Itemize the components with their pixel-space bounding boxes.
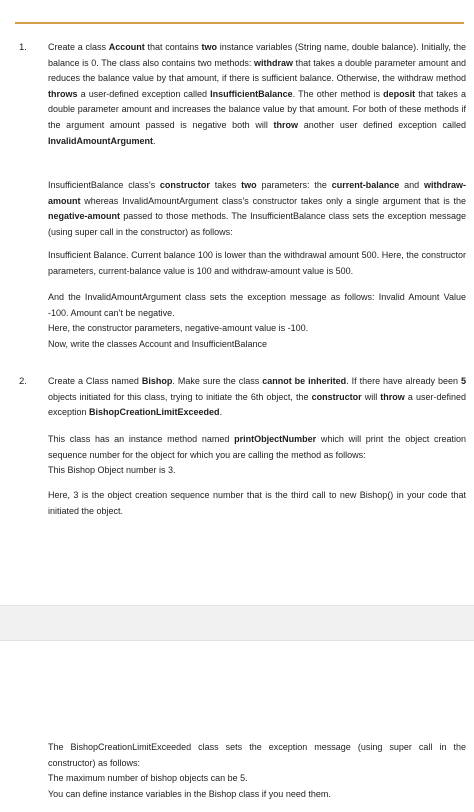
page-break-bottom (0, 640, 474, 641)
question-1-paragraph-3: Insufficient Balance. Current balance 100 is lower than the withdrawal amount 500. Here, the constructor parameters, current-balance value is 100 and withdraw-amount value is 500. (48, 250, 466, 276)
question-1-number: 1. (19, 42, 27, 53)
header-rule (15, 22, 464, 24)
question-2-paragraph-3: Here, 3 is the object creation sequence number that is the third call to new Bishop() in your code that initiated the object. (48, 490, 466, 516)
question-1-paragraph-2: InsufficientBalance class’s constructor takes two parameters: the current-balance and withdraw-amount whereas InvalidAmountArgument class’s constructor takes only a single argument that is the negative-amount passed to those methods. The InsufficientBalance class sets the exception message (using super call in the constructor) as follows: (48, 180, 466, 237)
question-2-paragraph-2: This class has an instance method named printObjectNumber which will print the object creation sequence number for the object for which you are calling the method as follows: This Bishop Object number is 3. (48, 434, 466, 476)
question-2-paragraph-1: Create a Class named Bishop. Make sure the class cannot be inherited. If there have already been 5 objects initiated for this class, trying to initiate the 6th object, the constructor will throw a user-defined exception BishopCreationLimitExceeded. (48, 376, 466, 418)
question-1-paragraph-1: Create a class Account that contains two instance variables (String name, double balance). Initially, the balance is 0. The class also contains two methods: withdraw that takes a double parameter amount and reduces the balance value by that amount, if there is sufficient balance. Otherwise, the withdraw method throws a user-defined exception called InsufficientBalance. The other method is deposit that takes a double parameter amount and increases the balance value by that amount. For both of these methods if the argument amount passed is negative both will throw another user defined exception called InvalidAmountArgument. (48, 42, 466, 146)
question-2-paragraph-4: The BishopCreationLimitExceeded class sets the exception message (using super call in the constructor) as follows: The maximum number of bishop objects can be 5. You can define instance variables in the Bishop class if you need them. (48, 742, 466, 799)
question-1-paragraph-4: And the InvalidAmountArgument class sets the exception message as follows: Invalid Amount Value -100. Amount can’t be negative. Here, the constructor parameters, negative-amount value is -100. Now, write the classes Account and InsufficientBalance (48, 292, 466, 349)
question-2-number: 2. (19, 376, 27, 387)
page-break (0, 606, 474, 640)
